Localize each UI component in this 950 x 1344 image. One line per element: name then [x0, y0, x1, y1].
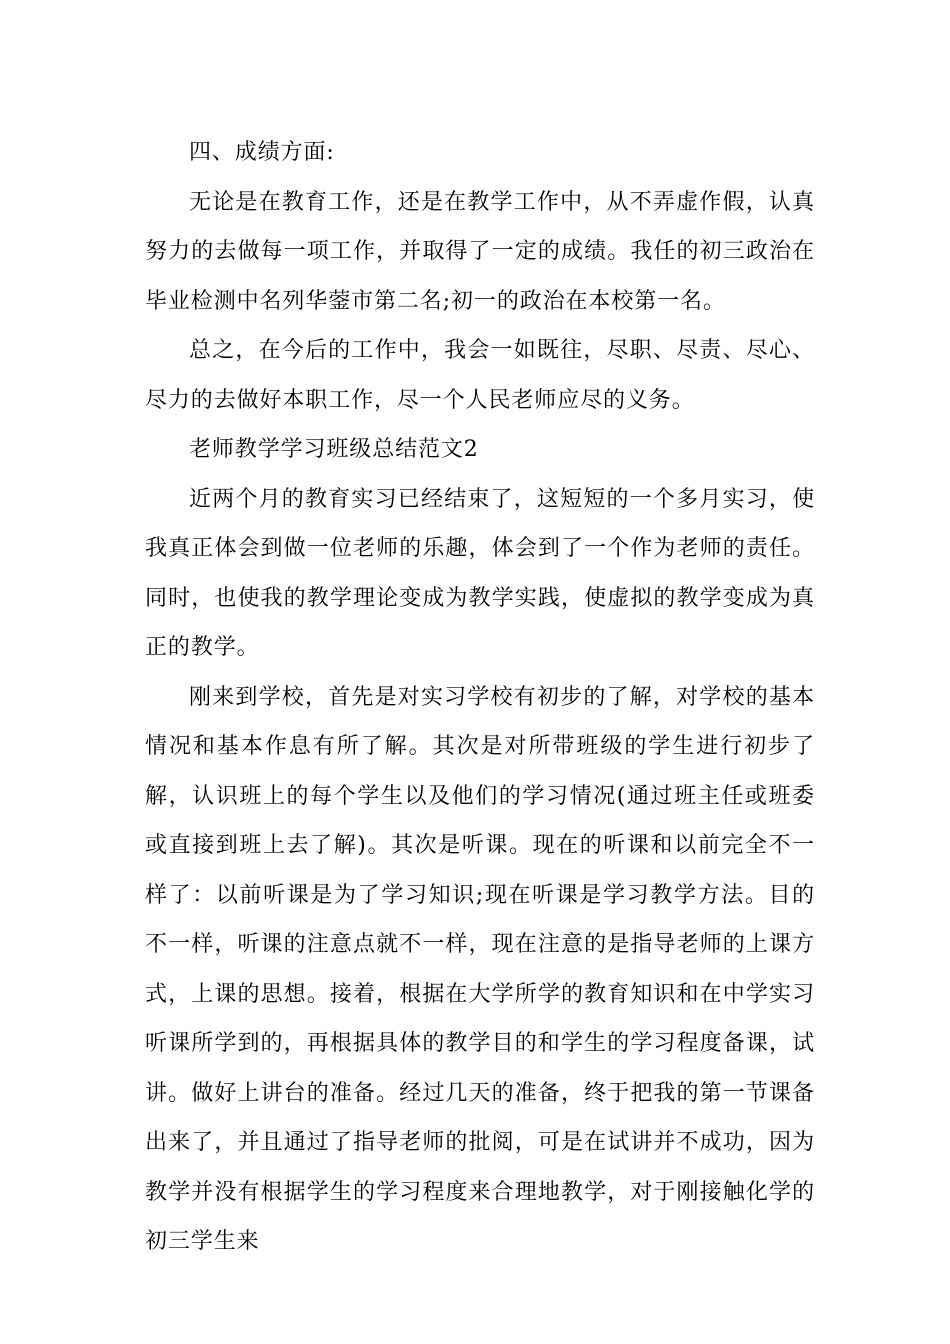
paragraph-conclusion: 总之，在今后的工作中，我会一如既往，尽职、尽责、尽心、尽力的去做好本职工作，尽一个人民老师应尽的义务。 — [145, 338, 815, 413]
paragraph-results: 无论是在教育工作，还是在教学工作中，从不弄虚作假，认真努力的去做每一项工作，并取得了一定的成绩。我任的初三政治在毕业检测中名列华蓥市第二名;初一的政治在本校第一名。 — [145, 189, 815, 314]
section-heading-results: 四、成绩方面: — [189, 140, 335, 165]
paragraph-internship-process: 刚来到学校，首先是对实习学校有初步的了解，对学校的基本情况和基本作息有所了解。其次是对所带班级的学生进行初步了解，认识班上的每个学生以及他们的学习情况(通过班主任或班委或直接到班上去了解)。其次是听课。现在的听课和以前完全不一样了：以前听课是为了学习知识;现在听课是学习教学方法。目的不一样，听课的注意点就不一样，现在注意的是指导老师的上课方式，上课的思想。接着，根据在大学所学的教育知识和在中学实习听课所学到的，再根据具体的教学目的和学生的学习程度备课，试讲。做好上讲台的准备。经过几天的准备，终于把我的第一节课备出来了，并且通过了指导老师的批阅，可是在试讲并不成功，因为教学并没有根据学生的学习程度来合理地教学，对于刚接触化学的初三学生来 — [145, 684, 815, 1254]
document-body — [145, 128, 815, 1267]
paragraph-internship-intro: 近两个月的教育实习已经结束了，这短短的一个多月实习，使我真正体会到做一位老师的乐趣，体会到了一个作为老师的责任。同时，也使我的教学理论变成为教学实践，使虚拟的教学变成为真正的教学。 — [145, 486, 815, 660]
article-title-2: 老师教学学习班级总结范文2 — [189, 437, 479, 462]
